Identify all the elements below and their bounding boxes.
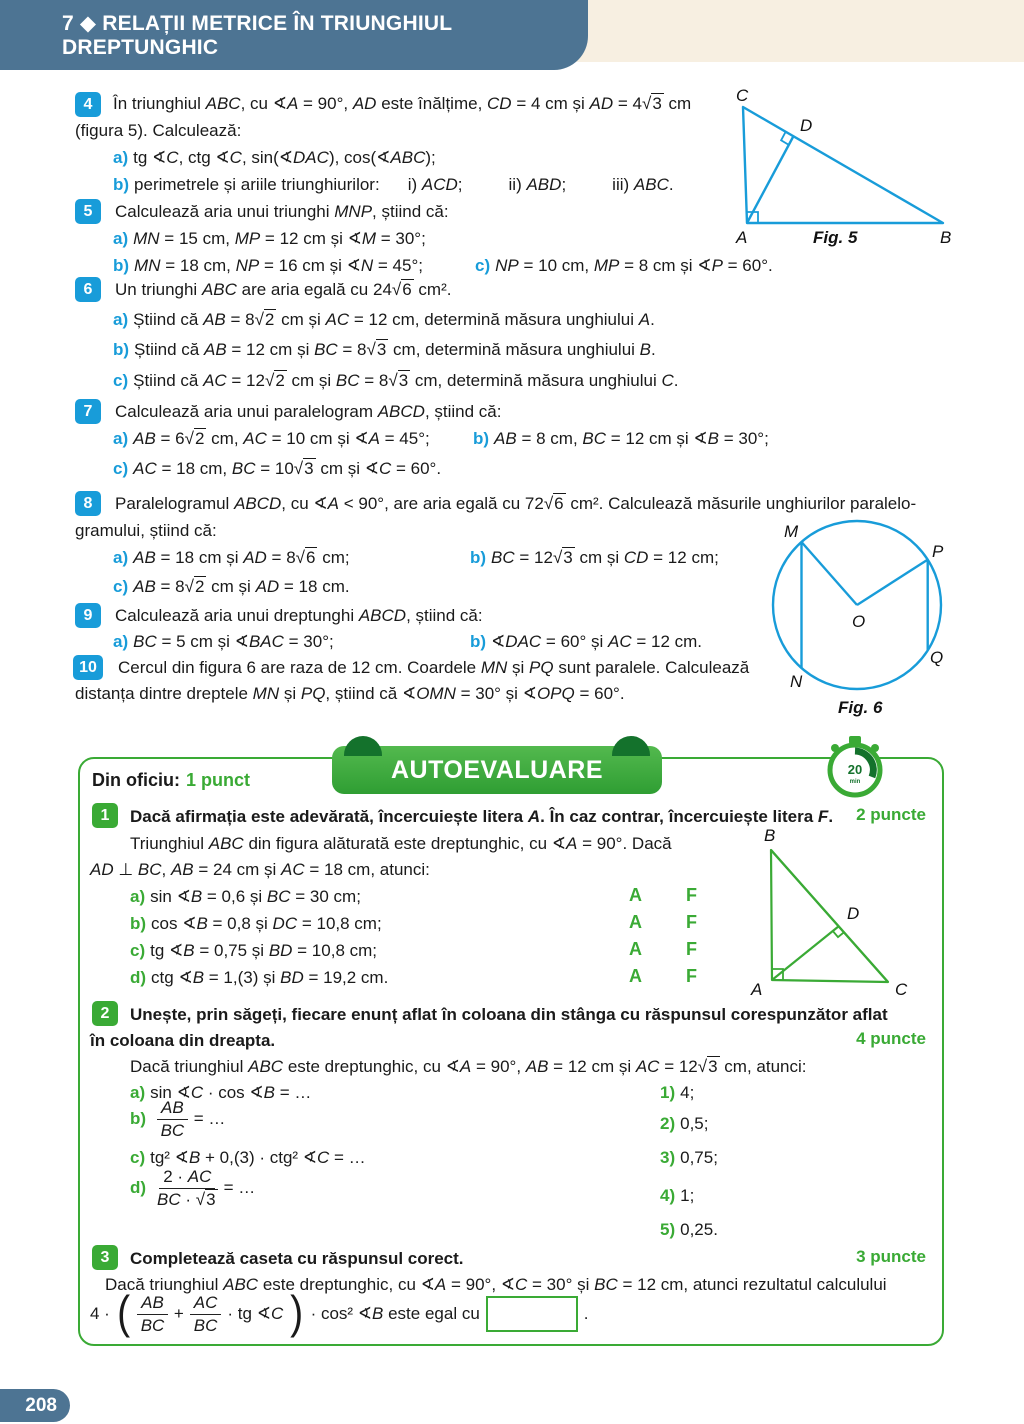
label-p: P [932,542,944,561]
problem-8-line1: Paralelogramul ABCD, cu ∢A < 90°, are aria egală cu 72√6 cm². Calculează măsurile unghiurilor paralelo- [115,494,917,513]
problem-8-item-b: b) BC = 12√3 cm și CD = 12 cm; [470,548,719,567]
fraction: $\frac{AB}{BC}$ [157,1098,188,1140]
problem-7-head: Calculează aria unui paralelogram ABCD, știind că: [115,402,502,421]
problem-5-item-c: c) NP = 10 cm, MP = 8 cm și ∢P = 60°. [475,256,773,275]
problem-5-head: Calculează aria unui triunghi MNP, știind că: [115,202,449,221]
q1-item-c: c) tg ∢B = 0,75 și BD = 10,8 cm; [130,941,378,960]
q2-answer-5[interactable]: 5) 0,25. [660,1220,718,1239]
label-b: B [764,827,776,845]
altitude-ad [747,137,793,223]
problem-5-badge: 5 [75,199,101,224]
fraction: $\frac{2 \cdot AC}{BC \cdot √3}$ [157,1167,216,1209]
label-a: A [736,228,748,247]
q2-points: 4 puncte [856,1029,926,1048]
problem-8-item-c: c) AB = 8√2 cm și AD = 18 cm. [113,577,350,596]
label-m: M [784,522,799,541]
radius-op [857,560,928,605]
q2-heading2: în coloana din dreapta. [90,1031,276,1050]
q1-d-option-true[interactable]: A [629,966,642,986]
label-o: O [852,612,866,631]
q2-answer-2[interactable]: 2) 0,5; [660,1114,709,1133]
problem-6-head: Un triunghi ABC are aria egală cu 24√6 cm². [115,280,452,299]
label-d: D [800,116,813,135]
fraction: $\frac{AC}{BC}$ [190,1293,222,1335]
q1-c-option-false[interactable]: F [686,939,697,959]
label-c: C [895,980,908,999]
fraction: $\frac{AB}{BC}$ [137,1293,168,1335]
q1-b-option-false[interactable]: F [686,912,697,932]
q1-b-option-true[interactable]: A [629,912,642,932]
q3-badge: 3 [92,1245,118,1270]
item-label: b) [113,175,130,194]
figure-5 [718,85,968,247]
label-n: N [790,672,803,691]
q3-points: 3 puncte [856,1247,926,1266]
problem-6-badge: 6 [75,277,101,302]
figure-6-caption: Fig. 6 [838,698,883,717]
q1-figure-triangle [747,827,922,1005]
page-number-tab [0,1389,70,1422]
q1-item-d: d) ctg ∢B = 1,(3) și BD = 19,2 cm. [130,968,389,987]
q2-answer-4[interactable]: 4) 1; [660,1186,695,1205]
open-paren: ( [116,1286,131,1338]
radius-om [802,542,858,605]
q2-item-c[interactable]: c) tg² ∢B + 0,(3) · ctg² ∢C = … [130,1148,366,1167]
q1-line2: AD ⊥ BC, AB = 24 cm și AC = 18 cm, atunci: [90,860,430,879]
altitude-ad [772,926,839,980]
label-d: D [847,904,860,923]
q2-answer-3[interactable]: 3) 0,75; [660,1148,718,1167]
q1-item-a: a) sin ∢B = 0,6 și BC = 30 cm; [130,887,361,906]
problem-10-line2: distanța dintre dreptele MN și PQ, știind că ∢OMN = 30° și ∢OPQ = 60°. [75,684,625,703]
q2-item-b[interactable]: b) $\frac{AB}{BC}$ = … [130,1098,226,1140]
problem-6-item-a: a) Știind că AB = 8√2 cm și AC = 12 cm, determină măsura unghiului A. [113,310,655,329]
timer-icon [822,733,888,799]
triangle-abc [743,107,943,223]
problem-8-line2: gramului, știind că: [75,521,217,540]
figure-6 [768,515,968,730]
q2-item-a[interactable]: a) sin ∢C · cos ∢B = … [130,1083,312,1102]
q1-badge: 1 [92,803,118,828]
problem-9-head: Calculează aria unui dreptunghi ABCD, știind că: [115,606,483,625]
figure-5-caption: Fig. 5 [813,228,858,247]
q1-points: 2 puncte [856,805,926,824]
q2-item-d[interactable]: d) $\frac{2 \cdot AC}{BC \cdot √3}$ = … [130,1167,256,1209]
page-number: 208 [25,1394,57,1416]
problem-4-badge: 4 [75,92,101,117]
problem-4-item-b: b) perimetrele și ariile triunghiurilor: i) ACD; ii) ABD; iii) ABC. [113,175,674,194]
problem-5-item-b: b) MN = 18 cm, NP = 16 cm și ∢N = 45°; [113,256,423,275]
q3-intro: Dacă triunghiul ABC este dreptunghic, cu ∢A = 90°, ∢C = 30° și BC = 12 cm, atunci rezultatul calculului [105,1275,887,1294]
q3-heading: Completează caseta cu răspunsul corect. [130,1249,464,1268]
label-c: C [736,86,749,105]
problem-4-line1: În triunghiul ABC, cu ∢A = 90°, AD este înălțime, CD = 4 cm și AD = 4√3 cm [113,94,692,113]
problem-9-item-b: b) ∢DAC = 60° și AC = 12 cm. [470,632,703,651]
problem-4-item-a: a) tg ∢C, ctg ∢C, sin(∢DAC), cos(∢ABC); [113,148,436,167]
problem-8-item-a: a) AB = 18 cm și AD = 8√6 cm; [113,548,350,567]
autoevaluare-box [78,757,944,1346]
problem-9-badge: 9 [75,603,101,628]
q2-intro: Dacă triunghiul ABC este dreptunghic, cu ∢A = 90°, AB = 12 cm și AC = 12√3 cm, atunci: [130,1057,807,1076]
problem-7-badge: 7 [75,399,101,424]
problem-7-item-b: b) AB = 8 cm, BC = 12 cm și ∢B = 30°; [473,429,769,448]
din-oficiu: Din oficiu: 1 punct [92,770,251,790]
problem-6-item-c: c) Știind că AC = 12√2 cm și BC = 8√3 cm, determină măsura unghiului C. [113,371,679,390]
label-a: A [751,980,763,999]
problem-7-item-a: a) AB = 6√2 cm, AC = 10 cm și ∢A = 45°; [113,429,430,448]
problem-9-item-a: a) BC = 5 cm și ∢BAC = 30°; [113,632,334,651]
q1-a-option-false[interactable]: F [686,885,697,905]
problem-8-badge: 8 [75,491,101,516]
svg-text:20: 20 [847,762,863,777]
item-label: a) [113,148,129,167]
q1-d-option-false[interactable]: F [686,966,697,986]
chapter-header [0,0,588,70]
label-b: B [940,228,952,247]
problem-6-item-b: b) Știind că AB = 12 cm și BC = 8√3 cm, determină măsura unghiului B. [113,340,656,359]
close-paren: ) [290,1286,304,1338]
problem-7-item-c: c) AC = 18 cm, BC = 10√3 cm și ∢C = 60°. [113,459,442,478]
q2-answer-1[interactable]: 1) 4; [660,1083,695,1102]
problem-5-item-a: a) MN = 15 cm, MP = 12 cm și ∢M = 30°; [113,229,426,248]
q2-heading1: Unește, prin săgeți, fiecare enunț aflat în coloana din stânga cu răspunsul corespunzător aflat [130,1005,888,1024]
answer-box[interactable] [486,1296,578,1332]
label-q: Q [930,648,944,667]
svg-text:min: min [849,779,861,785]
q1-item-b: b) cos ∢B = 0,8 și DC = 10,8 cm; [130,914,382,933]
problem-4-line2: (figura 5). Calculează: [75,121,242,140]
q2-badge: 2 [92,1001,118,1026]
q1-a-option-true[interactable]: A [629,885,642,905]
chapter-title: 7 ◆ RELAȚII METRICE ÎN TRIUNGHIUL DREPTUNGHIC [62,11,452,59]
q1-c-option-true[interactable]: A [629,939,642,959]
q3-formula: 4 · ( $\frac{AB}{BC}$ + $\frac{AC}{BC}$ · tg ∢C ) · cos² ∢B este egal cu . [90,1286,589,1338]
autoevaluare-banner: AUTOEVALUARE [332,746,662,794]
hypotenuse-bc [771,850,888,982]
problem-10-line1: Cercul din figura 6 are raza de 12 cm. Coardele MN și PQ sunt paralele. Calculează [118,658,750,677]
q1-heading: Dacă afirmația este adevărată, încercuiește litera A. În caz contrar, încercuiește litera F. [130,807,834,826]
q1-line1: Triunghiul ABC din figura alăturată este dreptunghic, cu ∢A = 90°. Dacă [130,834,672,853]
problem-10-badge: 10 [73,655,103,680]
